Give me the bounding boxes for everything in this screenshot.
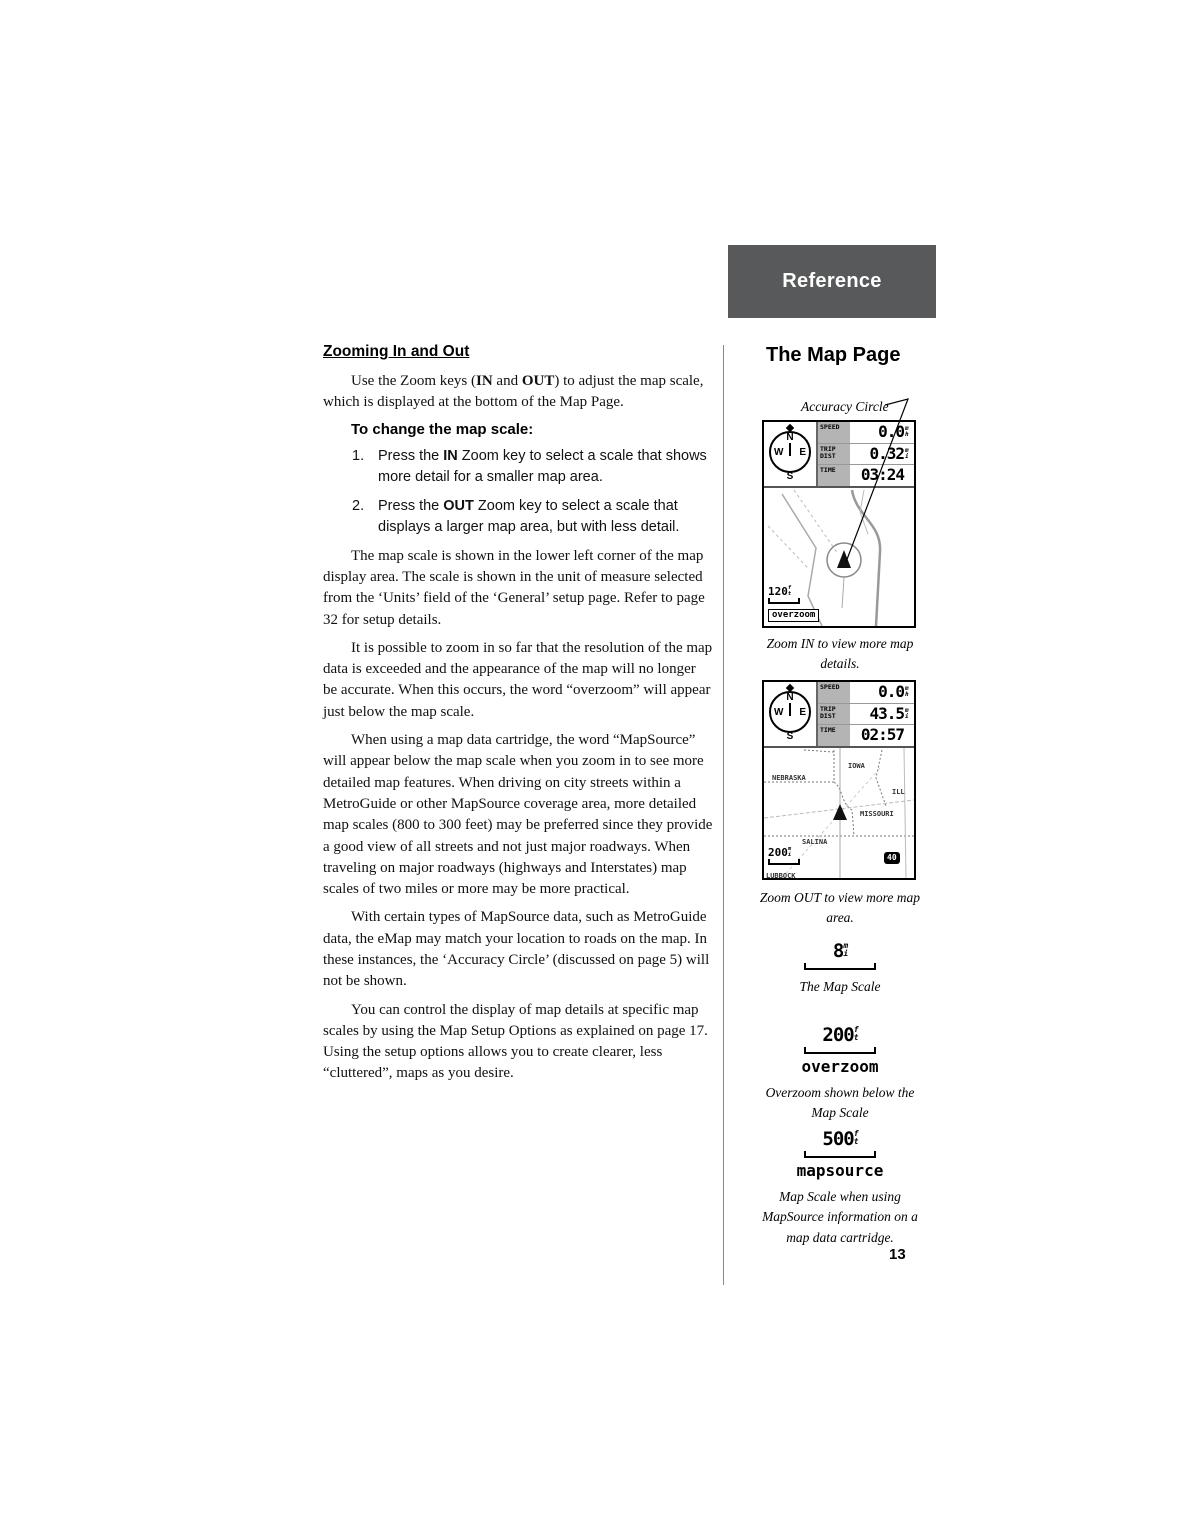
paragraph-mapsource: When using a map data cartridge, the word “MapSource” will appear below the map scale when you zoom in to see more detailed map features. When driving on city streets within a MetroGuide or other MapSource coverage area, more detailed map scales (800 to 300 feet) may be preferred since they provide a good view of all streets and not just major roadways. When traveling on major roadways (highways and Interstates) map scales of two miles or more may be more practical. bbox=[323, 732, 713, 898]
field-unit bbox=[905, 682, 914, 703]
field-speed bbox=[818, 422, 914, 444]
text-segment: ) to adjust the map scale, which is displayed at the bottom of the Map Page. bbox=[323, 373, 704, 411]
scale-glyph bbox=[822, 1024, 857, 1046]
step-text bbox=[378, 446, 713, 488]
field-trip-dist bbox=[818, 444, 914, 466]
unit-top: f bbox=[853, 1025, 858, 1034]
field-label: TIME bbox=[818, 725, 850, 746]
field-time bbox=[818, 725, 914, 746]
unit-bottom: i bbox=[905, 453, 909, 460]
map-scale-figure bbox=[756, 940, 924, 997]
unit-top: m bbox=[787, 846, 792, 852]
map-display-zoom-in bbox=[764, 488, 914, 626]
compass-west: W bbox=[774, 707, 784, 718]
field-speed bbox=[818, 682, 914, 704]
field-value: 0.0 bbox=[878, 422, 904, 441]
text-segment: Use the Zoom keys ( bbox=[351, 373, 476, 389]
highway-badge: 40 bbox=[884, 852, 900, 864]
unit-bottom: t bbox=[787, 590, 792, 597]
unit-top: f bbox=[787, 585, 792, 591]
text-segment-bold: IN bbox=[475, 373, 493, 389]
field-value: 0.32 bbox=[869, 443, 904, 463]
text-segment-bold: OUT bbox=[443, 497, 474, 514]
page-number: 13 bbox=[889, 1246, 906, 1263]
scale-bracket-icon bbox=[768, 859, 800, 865]
map-scale-readout bbox=[768, 846, 800, 865]
field-label: TRIP DIST bbox=[818, 704, 850, 725]
caption-zoom-out: Zoom OUT to view more map area. bbox=[759, 890, 921, 926]
page-title: The Map Page bbox=[766, 344, 901, 366]
scale-bracket-icon bbox=[768, 598, 800, 604]
compass-south: S bbox=[786, 731, 794, 742]
unit-bottom: t bbox=[853, 1137, 858, 1146]
step-item-1 bbox=[352, 446, 713, 488]
gps-screen-zoom-in bbox=[762, 420, 916, 628]
compass-rose bbox=[764, 682, 818, 746]
paragraph-accuracy-circle: With certain types of MapSource data, such as MetroGuide data, the eMap may match your location to roads on the map. In these instances, the ‘Accuracy Circle’ (discussed on page 5) will not be shown. bbox=[323, 909, 710, 990]
left-column bbox=[323, 343, 713, 1092]
map-label-salina: SALINA bbox=[802, 838, 828, 846]
unit-top: m bbox=[905, 685, 909, 693]
caption-zoom-in: Zoom IN to view more map details. bbox=[766, 636, 914, 672]
step-item-2 bbox=[352, 496, 713, 538]
map-scale-readout bbox=[768, 585, 819, 622]
map-label-ill: ILL bbox=[892, 788, 905, 796]
step-number: 2. bbox=[352, 497, 365, 514]
unit-top: m bbox=[905, 447, 909, 454]
unit-top: f bbox=[853, 1129, 858, 1138]
unit-bottom: h bbox=[905, 691, 909, 699]
field-label: SPEED bbox=[818, 422, 850, 443]
field-value: 02:57 bbox=[860, 725, 904, 745]
field-time bbox=[818, 465, 914, 486]
procedure-heading: To change the map scale: bbox=[351, 420, 534, 438]
scale-glyph bbox=[833, 940, 847, 962]
compass-needle-icon bbox=[789, 703, 791, 716]
map-label-missouri: MISSOURI bbox=[860, 810, 894, 818]
scale-bracket-icon bbox=[804, 1047, 876, 1054]
paragraph-intro bbox=[323, 371, 713, 414]
step-number: 1. bbox=[352, 447, 365, 464]
scale-value: 8 bbox=[832, 940, 844, 962]
field-label: SPEED bbox=[818, 682, 850, 703]
paragraph-overzoom: It is possible to zoom in so far that the resolution of the map data is exceeded and the appearance of the map will no longer be accurate. When this occurs, the word “overzoom” will appear just below the map scale. bbox=[323, 639, 713, 720]
compass-rose bbox=[764, 422, 818, 486]
compass-east: E bbox=[799, 707, 806, 718]
text-segment: Zoom key to select a scale that displays a larger map area, but with less detail. bbox=[378, 497, 680, 535]
compass-south: S bbox=[786, 471, 794, 482]
gps-screen-zoom-out bbox=[762, 680, 916, 880]
scale-sub-label: overzoom bbox=[801, 1057, 879, 1076]
column-divider bbox=[723, 345, 724, 1285]
compass-north: N bbox=[786, 432, 794, 443]
data-fields bbox=[818, 682, 914, 746]
gps-data-panel bbox=[764, 422, 914, 488]
scale-value: 500 bbox=[822, 1128, 854, 1150]
scale-glyph bbox=[822, 1128, 857, 1150]
scale-bracket-icon bbox=[804, 1151, 876, 1158]
field-value: 03:24 bbox=[860, 465, 904, 485]
field-value: 0.0 bbox=[878, 682, 904, 701]
steps-list bbox=[352, 446, 713, 538]
unit-top: m bbox=[843, 941, 848, 950]
scale-value: 120 bbox=[768, 585, 788, 598]
scale-bracket-icon bbox=[804, 963, 876, 970]
text-segment: Press the bbox=[378, 497, 444, 514]
overzoom-indicator: overzoom bbox=[768, 609, 819, 622]
paragraph-map-setup: You can control the display of map details at specific map scales by using the Map Setup Options as explained on page 17. Using the setup options allows you to create clearer, less “cluttered”, maps as you desire. bbox=[323, 1001, 708, 1082]
scale-unit bbox=[854, 1130, 858, 1146]
text-segment: Zoom key to select a scale that shows more detail for a smaller map area. bbox=[378, 447, 707, 485]
unit-top: m bbox=[905, 425, 909, 433]
section-heading: Zooming In and Out bbox=[323, 343, 470, 360]
figure-caption: Map Scale when using MapSource information on a map data cartridge. bbox=[762, 1189, 918, 1245]
scale-unit bbox=[788, 847, 791, 858]
map-display-zoom-out bbox=[764, 748, 914, 878]
compass-needle-icon bbox=[789, 443, 791, 456]
map-label-nebraska: NEBRASKA bbox=[772, 774, 806, 782]
text-segment: Press the bbox=[378, 447, 444, 464]
scale-sub-label: mapsource bbox=[796, 1161, 884, 1180]
field-unit bbox=[905, 704, 914, 725]
unit-top: m bbox=[905, 707, 909, 714]
field-unit bbox=[905, 725, 914, 746]
text-segment-bold: IN bbox=[443, 447, 458, 464]
unit-bottom: h bbox=[905, 431, 909, 439]
step-text bbox=[378, 496, 713, 538]
compass-north: N bbox=[786, 692, 794, 703]
scale-unit bbox=[854, 1026, 858, 1042]
unit-bottom: i bbox=[843, 949, 848, 958]
field-trip-dist bbox=[818, 704, 914, 726]
overzoom-scale-figure bbox=[756, 1024, 924, 1124]
scale-value: 200 bbox=[768, 846, 788, 859]
gps-data-panel bbox=[764, 682, 914, 748]
unit-bottom: i bbox=[905, 713, 909, 720]
scale-value: 200 bbox=[822, 1024, 854, 1046]
field-unit bbox=[905, 422, 914, 443]
text-segment: and bbox=[492, 373, 522, 389]
scale-text bbox=[768, 846, 800, 859]
scale-text bbox=[768, 585, 819, 598]
scale-unit bbox=[843, 942, 847, 958]
reference-tab-label: Reference bbox=[782, 270, 882, 292]
map-label-lubbock: LUBBOCK bbox=[766, 872, 796, 878]
map-label-iowa: IOWA bbox=[848, 762, 865, 770]
compass-west: W bbox=[774, 447, 784, 458]
field-label: TRIP DIST bbox=[818, 444, 850, 465]
mapsource-scale-figure bbox=[756, 1128, 924, 1248]
accuracy-circle-label: Accuracy Circle bbox=[801, 399, 889, 414]
field-label: TIME bbox=[818, 465, 850, 486]
field-value: 43.5 bbox=[869, 703, 904, 723]
field-unit bbox=[905, 444, 914, 465]
paragraph-scale-location: The map scale is shown in the lower left corner of the map display area. The scale is shown in the unit of measure selected from the ‘Units’ field of the ‘General’ setup page. Refer to page 32 for setup details. bbox=[323, 547, 705, 628]
reference-tab bbox=[728, 245, 936, 318]
field-unit bbox=[905, 465, 914, 486]
text-segment-bold: OUT bbox=[521, 373, 555, 389]
scale-unit bbox=[788, 586, 791, 597]
position-marker-icon bbox=[833, 804, 847, 820]
unit-bottom: t bbox=[853, 1033, 858, 1042]
unit-bottom: i bbox=[787, 851, 792, 858]
figure-caption: Overzoom shown below the Map Scale bbox=[765, 1085, 915, 1121]
figure-caption: The Map Scale bbox=[799, 979, 881, 994]
data-fields bbox=[818, 422, 914, 486]
position-marker-icon bbox=[837, 550, 851, 568]
compass-east: E bbox=[799, 447, 806, 458]
